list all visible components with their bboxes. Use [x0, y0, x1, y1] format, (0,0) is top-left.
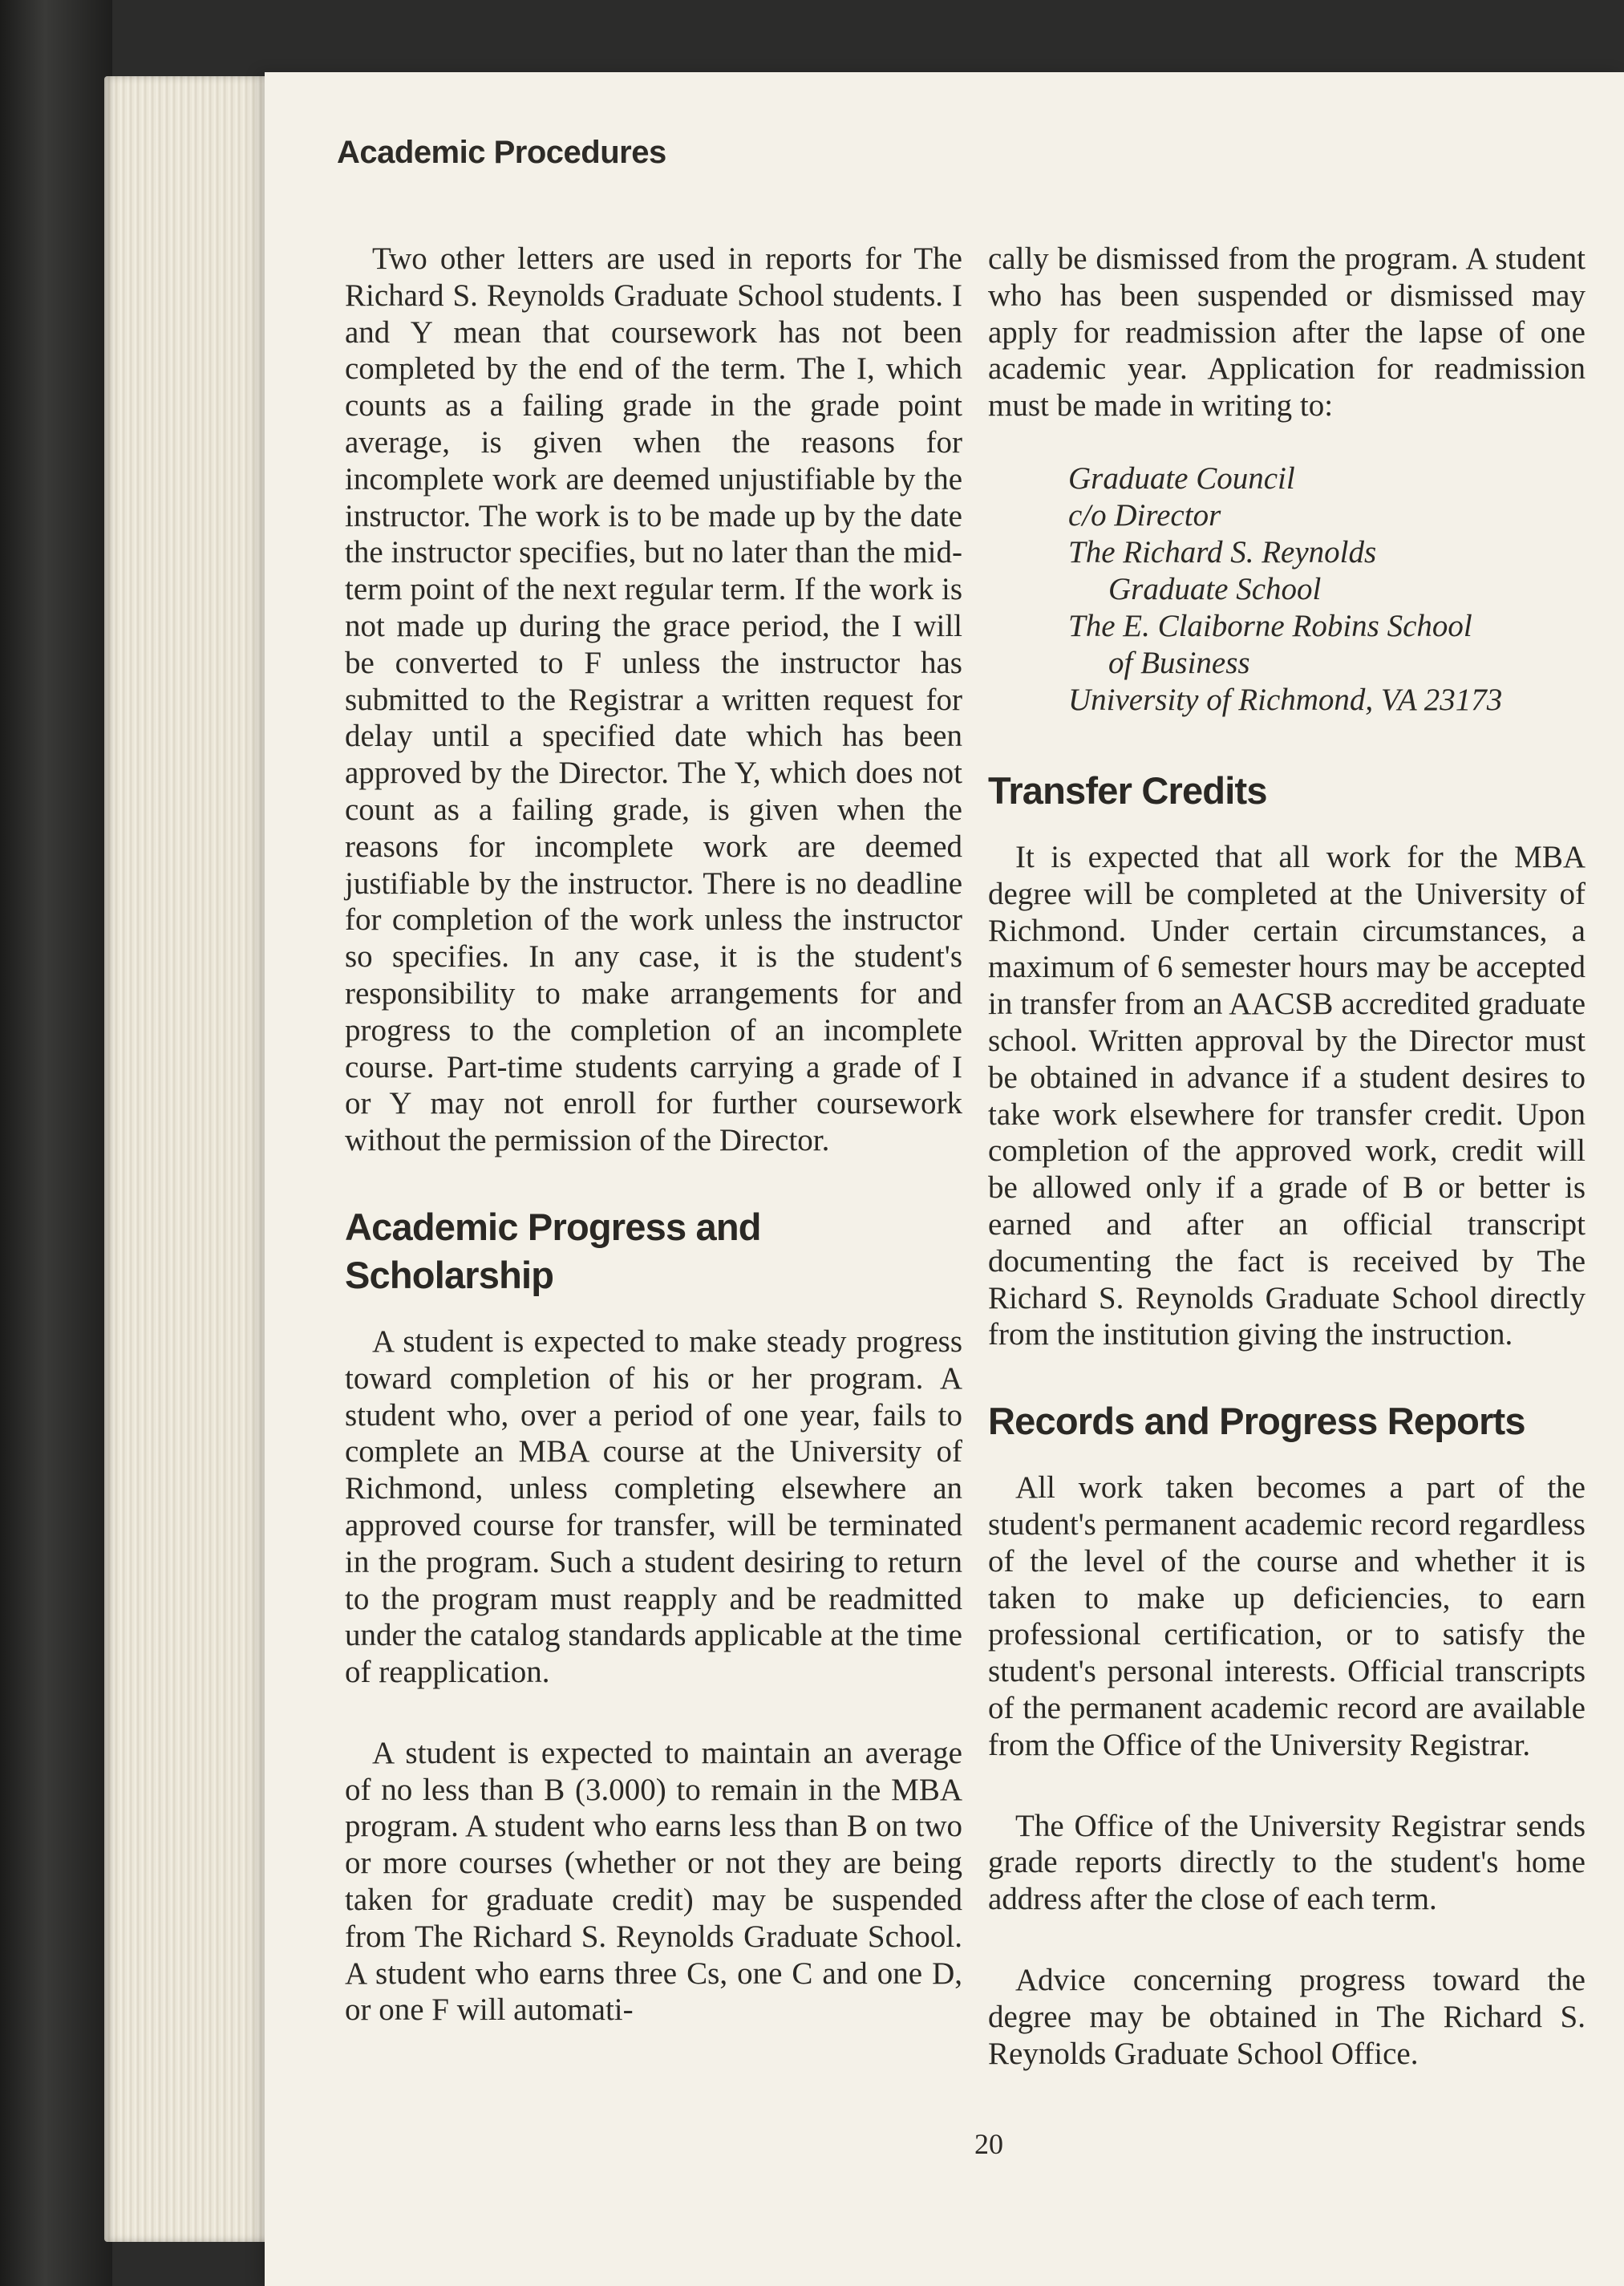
section-heading-records: Records and Progress Reports [988, 1400, 1525, 1443]
address-line: Graduate School [1108, 571, 1322, 606]
book-spine [0, 0, 112, 2286]
transfer-paragraph: It is expected that all work for the MBA degree will be completed at the University of Richmond. Under certain circumstances, a maximum of 6 semester hours may be accepted in transfer from an AACSB accredited graduate school. Written approval by the Director must be obtained in advance if a student desires to take work elsewhere for transfer credit. Upon completion of the approved work, credit will be allowed only if a grade of B or better is earned and after an official transcript documenting the fact is received by The Richard S. Reynolds Graduate School directly from the institution giving the instruction. [988, 839, 1586, 1352]
left-column [345, 241, 962, 2073]
address-line: University of Richmond, VA 23173 [1068, 682, 1503, 717]
address-line: of Business [1108, 645, 1250, 680]
section-heading-academic-progress: Academic Progress and Scholarship [345, 1205, 761, 1296]
advice-paragraph: Advice concerning progress toward the degree may be obtained in The Richard S. Reynolds Graduate School Office. [988, 1962, 1586, 2071]
running-head: Academic Procedures [337, 135, 666, 170]
section-heading-transfer-credits: Transfer Credits [988, 768, 1267, 812]
address-line: The E. Claiborne Robins School [1068, 608, 1472, 643]
dismissal-paragraph: cally be dismissed from the program. A student who has been suspended or dismissed may apply for readmission after the lapse of one academic year. Application for readmission must be made in writing to: [988, 241, 1586, 424]
progress-paragraph: A student is expected to make steady progress toward completion of his or her program. A student who, over a period of one year, fails to complete an MBA course at the University of Richmond, unless completing elsewhere an approved course for transfer, will be terminated in the program. Such a student desiring to return to the program must reapply and be readmitted under the catalog standards applicable at the time of reapplication. [345, 1323, 962, 1690]
address-line: The Richard S. Reynolds [1068, 534, 1377, 569]
right-column [988, 241, 1586, 2116]
address-line: c/o Director [1068, 497, 1221, 533]
grade-reports-paragraph: The Office of the University Registrar sends grade reports directly to the student's home address after the close of each term. [988, 1808, 1586, 1917]
average-paragraph: A student is expected to maintain an average of no less than B (3.000) to remain in the MBA program. A student who earns less than B on two or more courses (whether or not they are being taken for graduate credit) may be suspended from The Richard S. Reynolds Graduate School. A student who earns three Cs, one C and one D, or one F will automati- [345, 1735, 962, 2028]
address-line: Graduate Council [1068, 460, 1295, 496]
grades-paragraph: Two other letters are used in reports for The Richard S. Reynolds Graduate School students. I and Y mean that coursework has not been completed by the end of the term. The I, which counts as a failing grade in the grade point average, is given when the reasons for incomplete work are deemed unjustifiable by the instructor. The work is to be made up by the date the instructor specifies, but no later than the mid-term point of the next regular term. If the work is not made up during the grace period, the I will be converted to F unless the instructor has submitted to the Registrar a written request for delay until a specified date which has been approved by the Director. The Y, which does not count as a failing grade, is given when the reasons for incomplete work are deemed justifiable by the instructor. There is no deadline for completion of the work unless the instructor so specifies. In any case, it is the student's responsibility to make arrangements for and progress to the completion of an incomplete course. Part-time students carrying a grade of I or Y may not enroll for further coursework without the permission of the Director. [345, 241, 962, 1158]
page-number: 20 [974, 2128, 1003, 2160]
mailing-address [1068, 460, 1586, 719]
records-paragraph: All work taken becomes a part of the student's permanent academic record regardless of the level of the course and whether it is taken to make up deficiencies, to earn professional certification, or to satisfy the student's personal interests. Official transcripts of the permanent academic record are available from the Office of the University Registrar. [988, 1470, 1586, 1762]
